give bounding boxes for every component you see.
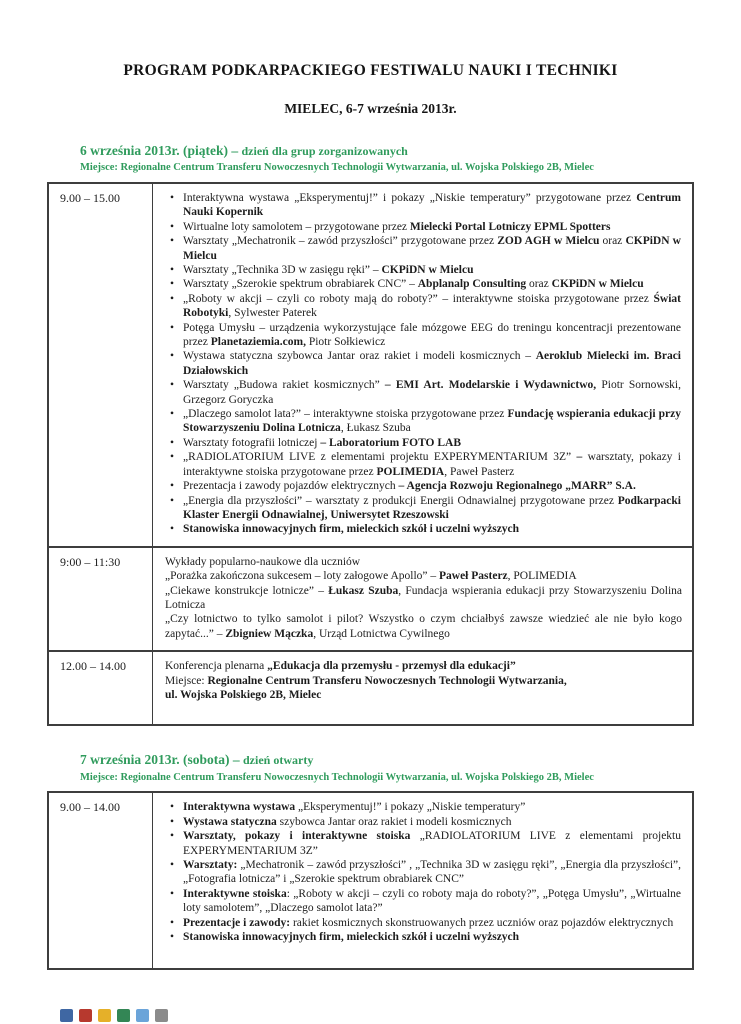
bullet-item <box>165 378 682 407</box>
bullet-icon: • <box>170 191 175 204</box>
bullet-text <box>183 916 682 930</box>
bullet-text <box>183 378 682 407</box>
bullet-text <box>183 494 682 523</box>
section-friday-subheading: dzień dla grup zorganizowanych <box>241 144 408 158</box>
text: Piotr Sornowski, Grzegorz Goryczka <box>183 379 681 406</box>
bullet-item <box>165 522 682 536</box>
text: „Eksperymentuj!” i pokazy „Niskie temperatury” <box>295 801 526 814</box>
bullet-text <box>183 292 682 321</box>
section-saturday-date: 7 września 2013r. (sobota) – <box>80 752 243 768</box>
time-cell: 9:00 – 11:30 <box>49 548 153 650</box>
bold-text: Świat Robotyki <box>183 292 681 320</box>
bullet-text <box>183 522 682 536</box>
schedule-row <box>49 650 692 724</box>
bullet-item <box>165 436 682 450</box>
bold-text: ul. Wojska Polskiego 2B, Mielec <box>165 688 322 701</box>
bullet-item <box>165 191 682 220</box>
bold-text: Stanowiska innowacyjnych firm, mieleckich szkół i uczelni wyższych <box>183 523 520 536</box>
bullet-text <box>183 858 682 887</box>
bullet-icon: • <box>170 494 175 507</box>
document-title: PROGRAM PODKARPACKIEGO FESTIWALU NAUKI I TECHNIKI <box>123 62 618 79</box>
bullet-icon: • <box>170 480 175 493</box>
text: „Czy lotnictwo to tylko samolot i pilot? Wszystko o czym chciałbyś zawsze wiedzieć ale nie było kogo zapytać...” – <box>165 613 682 640</box>
bullet-icon: • <box>170 278 175 291</box>
section-saturday-location: Miejsce: Regionalne Centrum Transferu Nowoczesnych Technologii Wytwarzania, ul. Wojska Polskiego 2B, Mielec <box>80 771 594 783</box>
bullet-text <box>183 234 682 263</box>
bold-text: Interaktywna wystawa <box>183 801 296 814</box>
text: „Energia dla przyszłości” – warsztaty z produkcji Energii Odnawialnej przygotowane przez <box>183 494 618 507</box>
bullet-icon: • <box>170 350 175 363</box>
bullet-icon: • <box>170 264 175 277</box>
bold-text: CKPiDN w Mielcu <box>381 264 474 277</box>
bullet-icon: • <box>170 451 175 464</box>
text: Potęga Umysłu – urządzenia wykorzystujące fale mózgowe EEG do treningu koncentracji prezentowane przez <box>183 321 681 349</box>
content-cell <box>153 184 692 546</box>
text: Prezentacja i zawody pojazdów elektrycznych <box>183 480 399 493</box>
bullet-icon: • <box>170 523 175 536</box>
bullet-item <box>165 916 682 930</box>
bold-text: – Laboratorium FOTO LAB <box>320 436 462 449</box>
bold-text: Mielecki Portal Lotniczy EPML Spotters <box>409 220 611 233</box>
text: rakiet kosmicznych skonstruowanych przez uczniów oraz pojazdów elektrycznych <box>290 916 674 929</box>
bullet-icon: • <box>170 321 175 334</box>
text: , Sylwester Paterek <box>228 307 317 320</box>
bold-text: Paweł Pasterz <box>439 570 508 583</box>
text: „Dlaczego samolot lata?” – interaktywne stoiska przygotowane przez <box>183 408 508 421</box>
bold-text: Planetaziemia.com, <box>210 336 306 349</box>
bullet-icon: • <box>170 887 175 900</box>
content-cell <box>153 793 692 968</box>
bullet-icon: • <box>170 220 175 233</box>
text: „Ciekawe konstrukcje lotnicze” – <box>165 584 329 597</box>
bullet-text <box>183 930 682 944</box>
bold-text: Wystawa statyczna <box>183 815 277 828</box>
text: „RADIOLATORIUM LIVE z elementami projektu EXPERYMENTARIUM 3Z” <box>183 451 577 464</box>
text: oraz <box>599 235 626 248</box>
partner-logo-3 <box>98 1009 111 1022</box>
content-cell <box>153 548 692 650</box>
time-cell: 9.00 – 14.00 <box>49 793 153 968</box>
bullet-item <box>165 930 682 944</box>
text-line <box>165 688 682 702</box>
bullet-text <box>183 815 682 829</box>
partner-logo-5 <box>136 1009 149 1022</box>
bullet-icon: • <box>170 292 175 305</box>
bullet-icon: • <box>170 436 175 449</box>
text: Interaktywna wystawa „Eksperymentuj!” i pokazy „Niskie temperatury” przygotowane przez <box>183 191 637 204</box>
bullet-text <box>183 479 682 493</box>
bold-text: Centrum Nauki Kopernik <box>183 191 681 219</box>
bullet-icon: • <box>170 931 175 944</box>
bullet-item <box>165 815 682 829</box>
section-saturday <box>47 751 694 970</box>
bold-text: CKPiDN w Mielcu <box>551 278 644 291</box>
text: Warsztaty „Budowa rakiet kosmicznych” <box>183 379 385 392</box>
bullet-text <box>183 277 682 291</box>
partner-logo-2 <box>79 1009 92 1022</box>
text: „Porażka zakończona sukcesem – loty załogowe Apollo” – <box>165 570 439 583</box>
bullet-item <box>165 349 682 378</box>
bullet-icon: • <box>170 235 175 248</box>
bullet-text <box>183 450 682 479</box>
bullet-item <box>165 858 682 887</box>
bullet-item <box>165 800 682 814</box>
text: Wykłady popularno-naukowe dla uczniów <box>165 555 361 568</box>
bullet-text <box>183 263 682 277</box>
bullet-text <box>183 349 682 378</box>
bullet-text <box>183 887 682 916</box>
time-cell: 9.00 – 15.00 <box>49 184 153 546</box>
bullet-item <box>165 220 682 234</box>
schedule-row <box>49 793 692 968</box>
bullet-icon: • <box>170 916 175 929</box>
text-line <box>165 659 682 673</box>
bullet-icon: • <box>170 815 175 828</box>
text: „Mechatronik – zawód przyszłości” , „Technika 3D w zasięgu ręki”, „Energia dla przyszłości”, „Fotografia lotnicza” i „Szerokie spektrum obrabiarek CNC” <box>183 859 681 886</box>
section-friday <box>47 142 694 726</box>
bullet-text <box>183 800 682 814</box>
bullet-icon: • <box>170 408 175 421</box>
bold-text: – Agencja Rozwoju Regionalnego „MARR” S.A. <box>398 480 636 493</box>
text: Konferencja plenarna <box>165 660 268 673</box>
bullet-item <box>165 263 682 277</box>
text: , Paweł Pasterz <box>444 465 515 478</box>
bold-text: Warsztaty, pokazy i interaktywne stoiska <box>183 830 411 843</box>
content-cell <box>153 652 692 724</box>
bullet-text <box>183 191 682 220</box>
bullet-text <box>183 220 682 234</box>
section-friday-location: Miejsce: Regionalne Centrum Transferu Nowoczesnych Technologii Wytwarzania, ul. Wojska Polskiego 2B, Mielec <box>80 162 594 174</box>
friday-schedule <box>47 182 694 726</box>
text: Warsztaty „Mechatronik – zawód przyszłości” przygotowane przez <box>183 235 498 248</box>
bullet-text <box>183 321 682 350</box>
bullet-icon: • <box>170 830 175 843</box>
text: : „Roboty w akcji – czyli co roboty maja do roboty?”, „Potęga Umysłu”, „Wirtualne loty samolotem”, „Dlaczego samolot lata?” <box>183 887 682 915</box>
text-line <box>165 612 682 641</box>
bold-text: POLIMEDIA <box>376 465 445 478</box>
bullet-item <box>165 887 682 916</box>
bullet-text <box>183 436 682 450</box>
text: , POLIMEDIA <box>507 570 577 583</box>
text: Miejsce: <box>165 674 208 687</box>
bullet-item <box>165 407 682 436</box>
section-friday-heading <box>80 142 694 160</box>
text: Piotr Sołkiewicz <box>305 336 386 349</box>
bullet-item <box>165 450 682 479</box>
bold-text: Regionalne Centrum Transferu Nowoczesnych Technologii Wytwarzania, <box>207 674 567 687</box>
document-subtitle: MIELEC, 6-7 września 2013r. <box>284 101 457 116</box>
section-saturday-heading <box>80 751 694 769</box>
time-cell: 12.00 – 14.00 <box>49 652 153 724</box>
text-line <box>165 555 682 569</box>
bold-text: – EMI Art. Modelarskie i Wydawnictwo, <box>384 379 597 392</box>
bullet-text <box>183 407 682 436</box>
bold-text: Stanowiska innowacyjnych firm, mieleckich szkół i uczelni wyższych <box>183 931 520 944</box>
bold-text: Prezentacje i zawody: <box>183 916 291 929</box>
text: Wirtualne loty samolotem – przygotowane przez <box>183 220 410 233</box>
bold-text: Abplanalp Consulting <box>417 278 527 291</box>
bold-text: – <box>576 451 583 464</box>
bullet-item <box>165 479 682 493</box>
bold-text: Interaktywne stoiska <box>183 887 287 900</box>
text-line <box>165 674 682 688</box>
bullet-item <box>165 494 682 523</box>
bold-text: Warsztaty: <box>183 859 238 871</box>
text: oraz <box>526 278 552 291</box>
bullet-item <box>165 829 682 858</box>
bullet-item <box>165 321 682 350</box>
text: Warsztaty „Szerokie spektrum obrabiarek CNC” – <box>183 278 418 291</box>
text: , Fundacja wspierania edukacji przy Stowarzyszeniu Dolina Lotnicza <box>165 584 683 611</box>
bold-text: ZOD AGH w Mielcu <box>497 235 600 248</box>
text: , Łukasz Szuba <box>340 422 411 435</box>
text-line <box>165 569 682 583</box>
bullet-item <box>165 292 682 321</box>
section-saturday-subheading: dzień otwarty <box>243 753 314 768</box>
text: Wystawa statyczna szybowca Jantar oraz rakiet i modeli kosmicznych – <box>183 350 536 363</box>
bold-text: Fundację wspierania edukacji przy Stowarzyszeniu Dolina Lotnicza <box>183 408 681 435</box>
bullet-item <box>165 277 682 291</box>
schedule-row <box>49 184 692 546</box>
schedule-row <box>49 546 692 650</box>
partner-logo-4 <box>117 1009 130 1022</box>
bullet-icon: • <box>170 379 175 392</box>
bold-text: CKPiDN w Mielcu <box>183 235 681 262</box>
saturday-schedule <box>47 791 694 970</box>
text: Warsztaty fotografii lotniczej <box>183 436 321 449</box>
text-line <box>165 584 682 613</box>
text: „RADIOLATORIUM LIVE z elementami projektu EXPERYMENTARIUM 3Z” <box>183 830 682 857</box>
bold-text: Zbigniew Mączka <box>225 627 314 640</box>
bullet-icon: • <box>170 859 175 871</box>
partner-logo-1 <box>60 1009 73 1022</box>
bullet-text <box>183 829 682 858</box>
bullet-icon: • <box>170 801 175 814</box>
text: szybowca Jantar oraz rakiet i modeli kosmicznych <box>276 815 512 828</box>
bold-text: Łukasz Szuba <box>328 584 399 597</box>
bullet-item <box>165 234 682 263</box>
bold-text: „Edukacja dla przemysłu - przemysł dla edukacji” <box>267 660 516 673</box>
text: Warsztaty „Technika 3D w zasięgu ręki” – <box>183 264 382 277</box>
section-friday-date: 6 września 2013r. (piątek) – <box>80 143 242 158</box>
footer-logos <box>60 1009 168 1022</box>
text: , Urząd Lotnictwa Cywilnego <box>313 627 450 640</box>
bold-text: Aeroklub Mielecki im. Braci Działowskich <box>183 350 681 377</box>
text: warsztaty, pokazy i interaktywne stoiska przygotowane przez <box>183 451 681 478</box>
text: „Roboty w akcji – czyli co roboty mają do roboty?” – interaktywne stoiska przygotowane przez <box>183 292 654 305</box>
bold-text: Podkarpacki Klaster Energii Odnawialnej, Uniwersytet Rzeszowski <box>183 494 681 521</box>
partner-logo-6 <box>155 1009 168 1022</box>
